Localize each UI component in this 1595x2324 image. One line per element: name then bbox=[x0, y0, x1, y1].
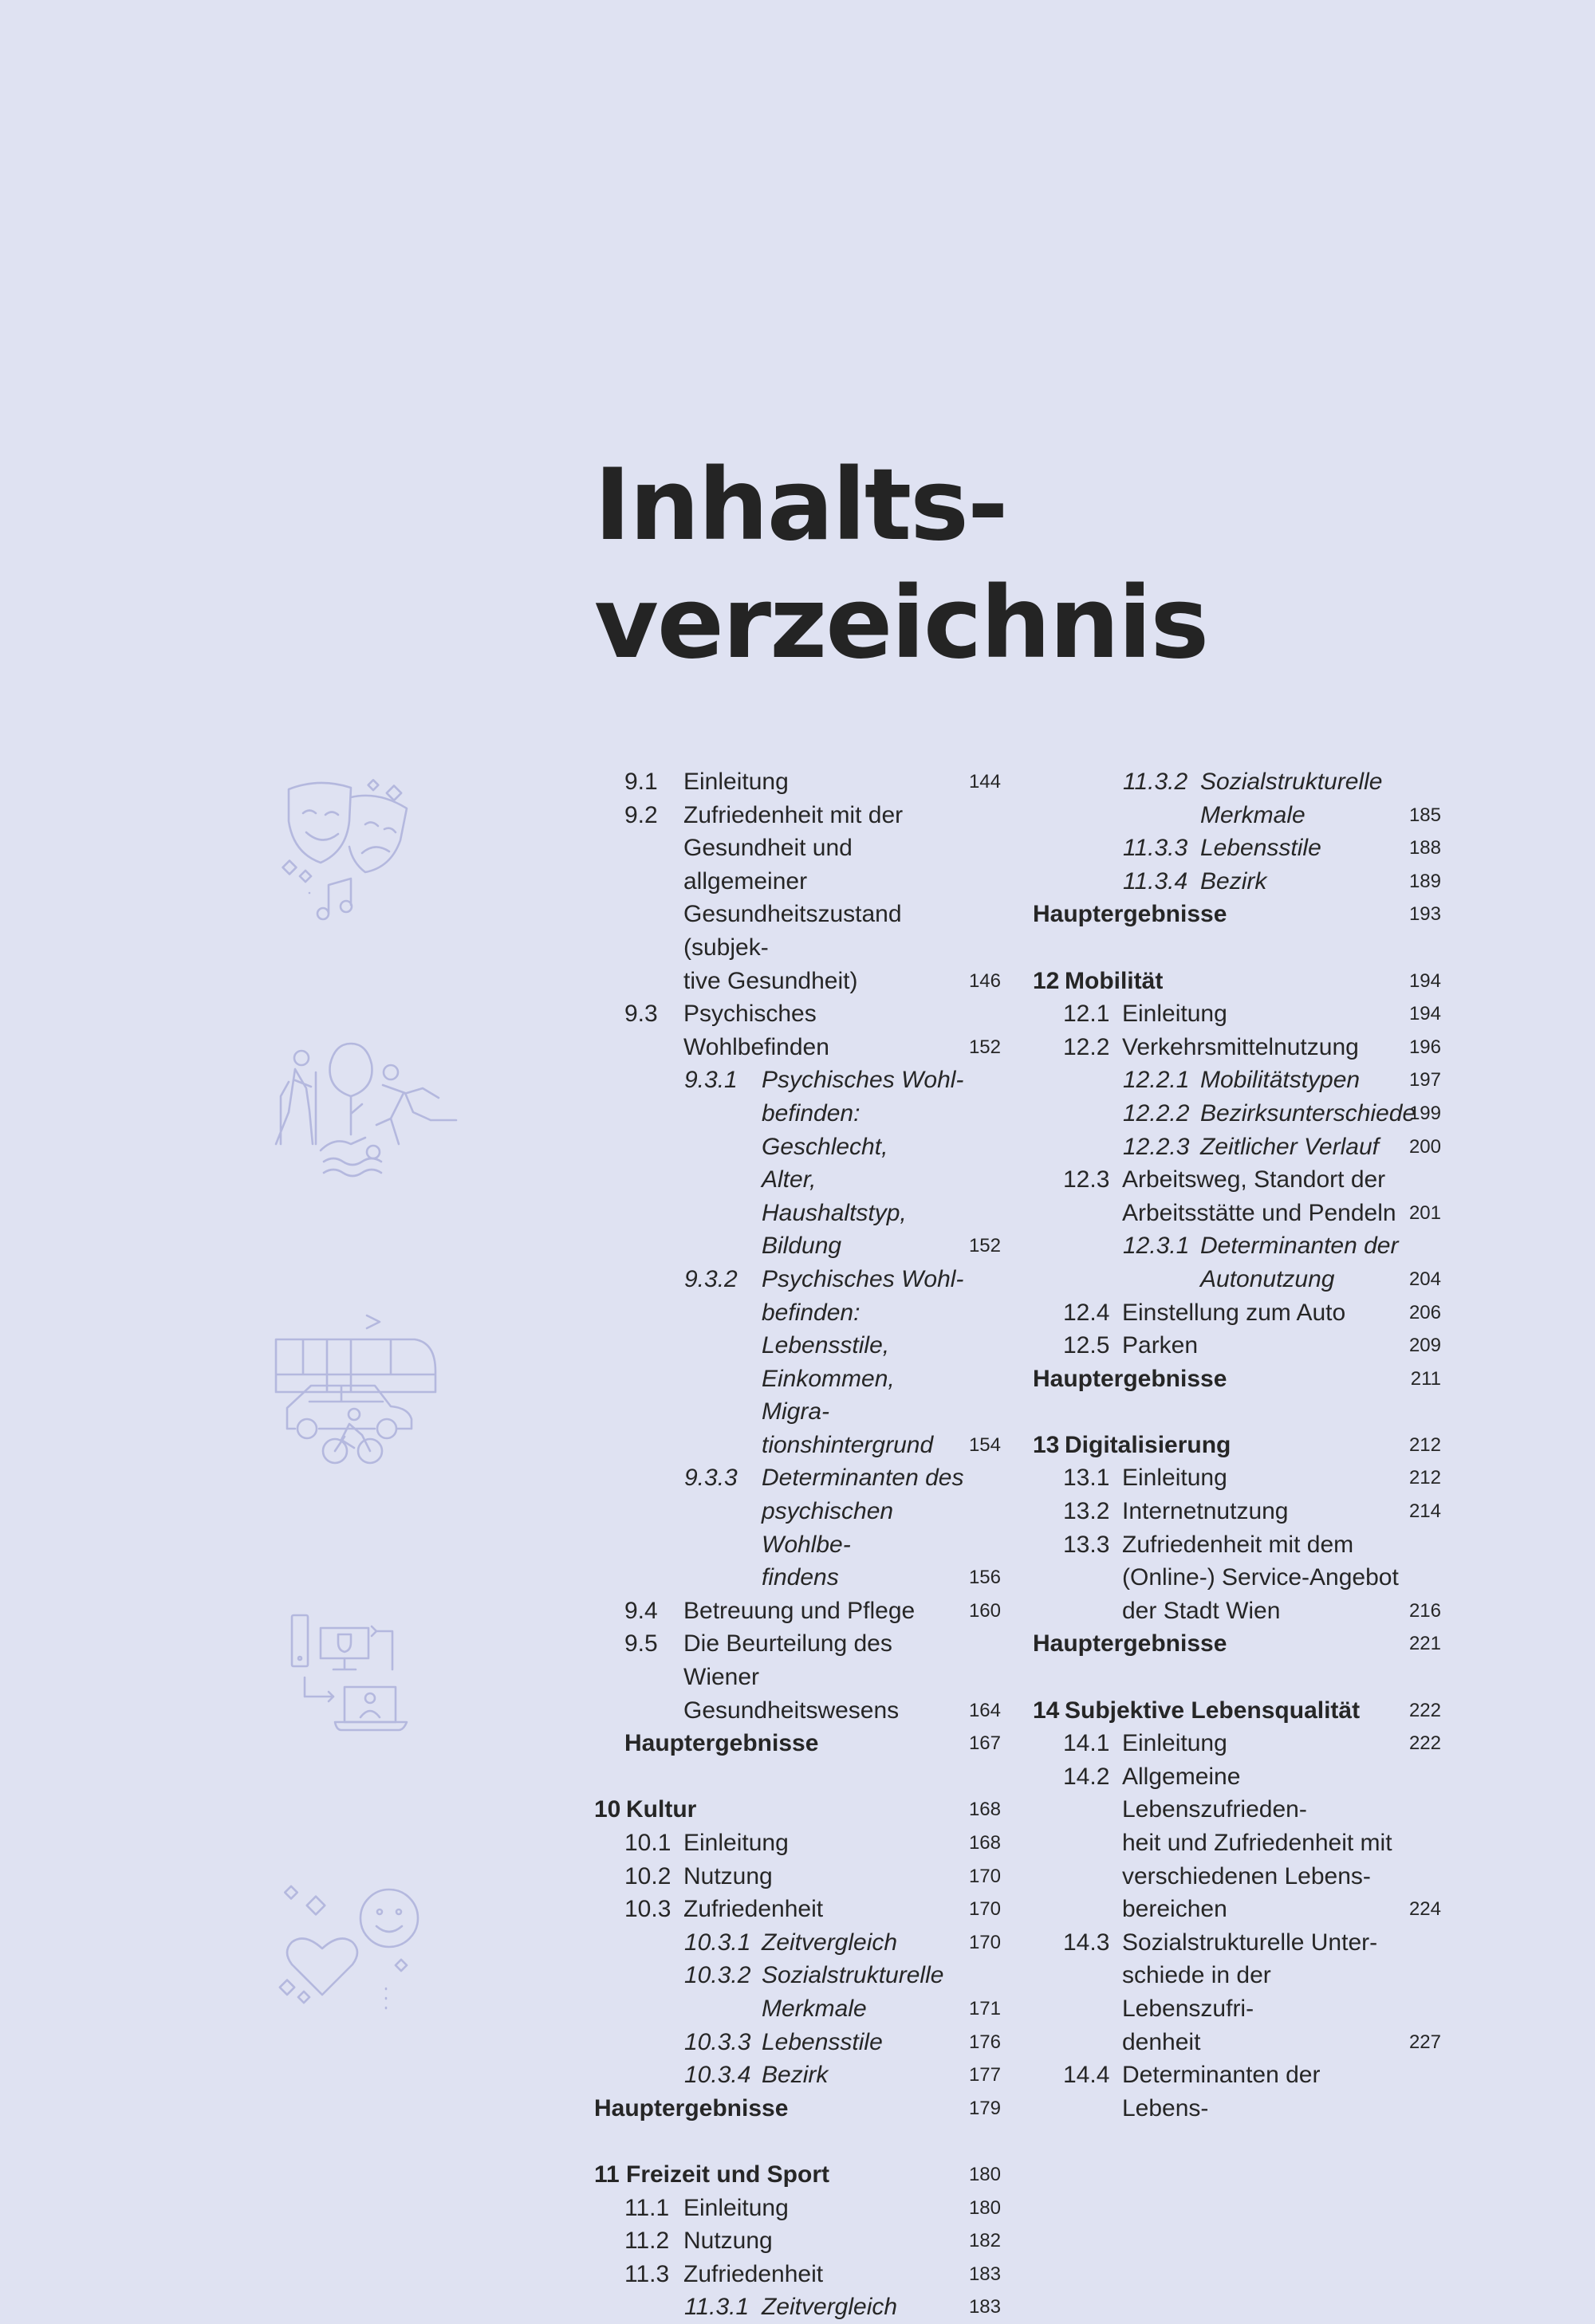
toc-entry-title-line: befinden: Lebensstile, bbox=[762, 1299, 890, 1359]
toc-entry-title-line: der Stadt Wien bbox=[1122, 1597, 1281, 1624]
toc-entry[interactable] bbox=[594, 2192, 1001, 2225]
toc-entry[interactable] bbox=[594, 2291, 1001, 2324]
toc-entry-title-line: Zufriedenheit mit der bbox=[683, 801, 904, 828]
toc-summary[interactable] bbox=[1033, 1627, 1441, 1661]
toc-entry-title-line: Hauptergebnisse bbox=[594, 2094, 789, 2121]
toc-entry-title-line: Mobilität bbox=[1065, 967, 1164, 994]
toc-page-number: 180 bbox=[968, 2163, 1001, 2185]
toc-entry-title bbox=[1033, 1064, 1441, 1097]
toc-page-number: 156 bbox=[968, 1567, 1001, 1589]
toc-page-number: 183 bbox=[968, 2263, 1001, 2285]
toc-page-number: 152 bbox=[968, 1036, 1001, 1058]
toc-entry-title-line: Arbeitsstätte und Pendeln bbox=[1122, 1199, 1396, 1226]
toc-entry[interactable] bbox=[594, 1959, 1001, 2025]
toc-entry[interactable] bbox=[1033, 1031, 1441, 1064]
toc-entry-title-line: Einstellung zum Auto bbox=[1122, 1299, 1346, 1326]
toc-page-number: 177 bbox=[968, 2064, 1001, 2086]
toc-page-number: 168 bbox=[968, 1799, 1001, 1821]
toc-entry-number: 11.3.2 bbox=[1123, 769, 1188, 795]
toc-entry-title-line: Determinanten der bbox=[1200, 1233, 1399, 1260]
toc-entry-title-line: Hauptergebnisse bbox=[1033, 1630, 1227, 1657]
toc-entry[interactable] bbox=[1033, 1760, 1441, 1926]
toc-entry-title bbox=[594, 2092, 1001, 2125]
toc-page-number: 182 bbox=[968, 2230, 1001, 2252]
toc-entry-number: 14.1 bbox=[1063, 1730, 1110, 1757]
toc-entry-title-line: Arbeitsweg, Standort der bbox=[1122, 1166, 1386, 1193]
section-spacer bbox=[594, 1760, 1001, 1794]
toc-entry-title bbox=[594, 1727, 1001, 1760]
leisure-sport-icon bbox=[271, 1040, 463, 1188]
toc-page-number: 170 bbox=[968, 1898, 1001, 1921]
toc-entry-title-line: Autonutzung bbox=[1200, 1265, 1335, 1292]
mobility-icon bbox=[271, 1307, 447, 1471]
toc-column-left bbox=[594, 765, 1001, 2324]
toc-entry-title-line: Subjektive Lebensqualität bbox=[1065, 1697, 1361, 1724]
toc-entry-number: 12.2.1 bbox=[1123, 1067, 1190, 1094]
toc-chapter[interactable] bbox=[1033, 965, 1441, 998]
toc-entry-title-line: Einleitung bbox=[683, 1830, 789, 1856]
toc-entry-title-line: Freizeit und Sport bbox=[626, 2161, 829, 2188]
toc-entry[interactable] bbox=[594, 2258, 1001, 2291]
section-spacer bbox=[1033, 1661, 1441, 1694]
toc-entry-number: 11.2 bbox=[624, 2228, 670, 2255]
toc-entry-title-line: Nutzung bbox=[683, 1862, 773, 1889]
toc-entry-number: 10.3 bbox=[624, 1896, 671, 1923]
toc-entry-title-line: psychischen Wohlbe- bbox=[762, 1498, 894, 1558]
toc-entry-number: 12 bbox=[1033, 967, 1060, 994]
toc-entry[interactable] bbox=[594, 1926, 1001, 1960]
toc-entry-title-line: Sozialstrukturelle Unter- bbox=[1122, 1929, 1378, 1956]
toc-entry[interactable] bbox=[1033, 765, 1441, 832]
toc-summary[interactable] bbox=[1033, 898, 1441, 931]
toc-entry[interactable] bbox=[594, 765, 1001, 799]
toc-page-number: 222 bbox=[1408, 1732, 1441, 1755]
toc-entry-title-line: bereichen bbox=[1122, 1896, 1227, 1923]
toc-entry-title bbox=[1033, 1131, 1441, 1164]
toc-entry-title-line: Gesundheit und allgemeiner bbox=[683, 835, 853, 895]
toc-summary[interactable] bbox=[1033, 1363, 1441, 1396]
toc-page-number: 170 bbox=[968, 1931, 1001, 1953]
toc-entry[interactable] bbox=[1033, 997, 1441, 1031]
toc-entry-number: 14.3 bbox=[1063, 1929, 1110, 1956]
toc-entry-title-line: Bezirksunterschiede bbox=[1200, 1099, 1416, 1127]
toc-entry-number: 12.4 bbox=[1063, 1299, 1110, 1326]
toc-page-number: 197 bbox=[1408, 1069, 1441, 1091]
toc-entry-title bbox=[594, 2059, 1001, 2092]
toc-entry-number: 10.2 bbox=[624, 1862, 671, 1889]
toc-entry-title-line: Gesundheitszustand (subjek- bbox=[683, 901, 902, 961]
toc-entry-title-line: schiede in der Lebenszufri- bbox=[1122, 1962, 1271, 2022]
toc-page-number: 196 bbox=[1408, 1036, 1441, 1058]
toc-entry-title-line: denheit bbox=[1122, 2028, 1201, 2055]
toc-entry-title bbox=[594, 1926, 1001, 1960]
toc-entry-title-line: Bezirk bbox=[1200, 867, 1267, 895]
toc-entry-number: 12.3 bbox=[1063, 1166, 1110, 1193]
toc-entry-title-line: Zeitvergleich bbox=[762, 2294, 898, 2321]
toc-entry-title-line: Merkmale bbox=[762, 1995, 867, 2022]
toc-entry-title-line: Betreuung und Pflege bbox=[683, 1597, 916, 1624]
toc-page-number: 212 bbox=[1408, 1433, 1441, 1456]
toc-entry-number: 12.2 bbox=[1063, 1033, 1110, 1060]
toc-entry-number: 13 bbox=[1033, 1431, 1060, 1458]
toc-entry-title-line: Einleitung bbox=[683, 2194, 789, 2221]
toc-page-number: 212 bbox=[1408, 1467, 1441, 1489]
toc-page-number: 185 bbox=[1408, 804, 1441, 826]
toc-entry-number: 11.1 bbox=[624, 2194, 670, 2221]
toc-entry[interactable] bbox=[1033, 1064, 1441, 1097]
toc-entry[interactable] bbox=[594, 1064, 1001, 1263]
section-spacer bbox=[594, 2125, 1001, 2158]
toc-entry-title bbox=[1033, 1627, 1441, 1661]
toc-page-number: 211 bbox=[1410, 1367, 1441, 1390]
toc-entry-number: 10.3.1 bbox=[684, 1929, 751, 1956]
toc-entry-number: 12.2.3 bbox=[1123, 1133, 1190, 1160]
toc-entry-title bbox=[594, 2026, 1001, 2059]
toc-page-number: 170 bbox=[968, 1865, 1001, 1887]
toc-entry-number: 9.3.3 bbox=[684, 1465, 738, 1492]
toc-entry-number: 14 bbox=[1033, 1697, 1060, 1724]
toc-entry-title bbox=[594, 2158, 1001, 2192]
toc-entry-title-line: tive Gesundheit) bbox=[683, 967, 858, 994]
toc-entry-number: 11 bbox=[594, 2161, 620, 2188]
toc-entry-title bbox=[1033, 865, 1441, 899]
toc-entry-title-line: Bezirk bbox=[762, 2062, 829, 2089]
toc-chapter[interactable] bbox=[594, 2158, 1001, 2192]
toc-entry[interactable] bbox=[594, 799, 1001, 998]
toc-entry-title-line: Die Beurteilung des Wiener bbox=[683, 1630, 892, 1691]
toc-entry-title bbox=[1033, 1429, 1441, 1462]
toc-entry[interactable] bbox=[594, 2026, 1001, 2059]
toc-entry-title-line: Lebensstile bbox=[762, 2028, 883, 2055]
toc-page-number: 168 bbox=[968, 1832, 1001, 1854]
toc-entry-title-line: Determinanten der Lebens- bbox=[1122, 2062, 1321, 2121]
toc-page-number: 214 bbox=[1408, 1500, 1441, 1523]
toc-entry[interactable] bbox=[594, 997, 1001, 1064]
toc-entry-number: 9.3.1 bbox=[684, 1067, 738, 1094]
toc-entry-number: 10.3.2 bbox=[684, 1962, 751, 1989]
toc-entry[interactable] bbox=[1033, 865, 1441, 899]
toc-entry-title-line: Sozialstrukturelle bbox=[762, 1962, 944, 1989]
toc-entry[interactable] bbox=[594, 1461, 1001, 1594]
toc-entry-number: 9.4 bbox=[624, 1597, 658, 1624]
toc-entry-number: 12.3.1 bbox=[1123, 1233, 1190, 1260]
toc-entry[interactable] bbox=[1033, 1528, 1441, 1628]
toc-entry[interactable] bbox=[594, 1263, 1001, 1462]
toc-entry-title bbox=[1033, 832, 1441, 865]
toc-summary[interactable] bbox=[594, 2092, 1001, 2125]
toc-entry-title-line: Parken bbox=[1122, 1332, 1199, 1359]
toc-entry-number: 9.1 bbox=[624, 769, 658, 795]
toc-entry-title-line: Nutzung bbox=[683, 2228, 773, 2255]
toc-entry-title-line: Einkommen, Migra- bbox=[762, 1365, 895, 1425]
toc-entry-title bbox=[594, 2291, 1001, 2324]
toc-entry-title bbox=[594, 1263, 1001, 1462]
toc-entry[interactable] bbox=[1033, 2059, 1441, 2125]
title-line-1: Inhalts- bbox=[594, 448, 1007, 563]
toc-entry-number: 12.1 bbox=[1063, 1001, 1110, 1028]
toc-entry[interactable] bbox=[1033, 1097, 1441, 1131]
toc-page-number: 144 bbox=[968, 771, 1001, 792]
toc-entry-number: 13.2 bbox=[1063, 1498, 1110, 1525]
toc-entry[interactable] bbox=[594, 2224, 1001, 2258]
toc-entry-number: 10.1 bbox=[624, 1830, 671, 1856]
toc-page-number: 167 bbox=[968, 1732, 1001, 1755]
toc-entry-number: 10.3.4 bbox=[684, 2062, 751, 2089]
toc-entry-title-line: Allgemeine Lebenszufrieden- bbox=[1122, 1763, 1307, 1823]
toc-page-number: 193 bbox=[1408, 903, 1441, 926]
page-title bbox=[594, 446, 1207, 682]
toc-page-number: 194 bbox=[1408, 1003, 1441, 1025]
toc-entry-number: 9.5 bbox=[624, 1630, 658, 1657]
toc-entry-title-line: Bildung bbox=[762, 1233, 842, 1260]
toc-entry-title-line: Hauptergebnisse bbox=[1033, 901, 1227, 928]
toc-page-number: 160 bbox=[968, 1599, 1001, 1622]
toc-chapter[interactable] bbox=[1033, 1694, 1441, 1728]
toc-entry-title-line: Einleitung bbox=[1122, 1730, 1227, 1757]
toc-page-number: 189 bbox=[1408, 870, 1441, 892]
toc-page-number: 171 bbox=[968, 1997, 1001, 2019]
theater-masks-icon bbox=[279, 773, 423, 929]
toc-entry-title-line: Mobilitätstypen bbox=[1200, 1067, 1361, 1094]
toc-entry[interactable] bbox=[1033, 1131, 1441, 1164]
toc-entry[interactable] bbox=[1033, 1727, 1441, 1760]
toc-page-number: 204 bbox=[1408, 1268, 1441, 1290]
toc-page-number: 224 bbox=[1408, 1898, 1441, 1921]
toc-entry-number: 11.3 bbox=[624, 2260, 670, 2287]
toc-chapter[interactable] bbox=[1033, 1429, 1441, 1462]
toc-summary[interactable] bbox=[594, 1727, 1001, 1760]
toc-entry-title-line: Psychisches Wohlbefinden bbox=[683, 1001, 829, 1060]
toc-entry-number: 13.3 bbox=[1063, 1531, 1110, 1558]
toc-page-number: 179 bbox=[968, 2097, 1001, 2119]
toc-page-number: 206 bbox=[1408, 1301, 1441, 1323]
toc-entry-title-line: Einleitung bbox=[1122, 1001, 1227, 1028]
section-spacer bbox=[1033, 1395, 1441, 1429]
toc-page-number: 180 bbox=[968, 2196, 1001, 2219]
digital-service-icon bbox=[287, 1610, 423, 1750]
toc-entry-title bbox=[1033, 1694, 1441, 1728]
toc-page-number: 199 bbox=[1408, 1102, 1441, 1124]
toc-entry-title bbox=[594, 1959, 1001, 2025]
toc-entry[interactable] bbox=[594, 1860, 1001, 1893]
toc-entry-number: 9.2 bbox=[624, 801, 658, 828]
toc-entry-title-line: tionshintergrund bbox=[762, 1431, 934, 1458]
toc-entry[interactable] bbox=[594, 1595, 1001, 1628]
toc-entry-title bbox=[1033, 1097, 1441, 1131]
toc-page-number: 201 bbox=[1408, 1201, 1441, 1224]
toc-page-number: 216 bbox=[1408, 1599, 1441, 1622]
toc-entry-title bbox=[1033, 765, 1441, 832]
toc-entry-title-line: Alter, Haushaltstyp, bbox=[762, 1166, 907, 1226]
toc-entry-title-line: Zeitlicher Verlauf bbox=[1200, 1133, 1379, 1160]
toc-entry-number: 10 bbox=[594, 1796, 621, 1823]
toc-entry-title bbox=[1033, 1363, 1441, 1396]
toc-entry-title-line: Einleitung bbox=[683, 769, 789, 795]
toc-entry-number: 12.2.2 bbox=[1123, 1099, 1190, 1127]
toc-entry-number: 11.3.4 bbox=[1123, 867, 1188, 895]
toc-entry-title-line: Digitalisierung bbox=[1065, 1431, 1231, 1458]
section-spacer bbox=[1033, 931, 1441, 965]
toc-entry[interactable] bbox=[594, 1827, 1001, 1860]
toc-entry[interactable] bbox=[1033, 832, 1441, 865]
toc-page-number: 154 bbox=[968, 1433, 1001, 1456]
toc-entry-title bbox=[1033, 898, 1441, 931]
toc-page-number: 209 bbox=[1408, 1335, 1441, 1357]
toc-entry-title-line: Verkehrsmittelnutzung bbox=[1122, 1033, 1359, 1060]
toc-entry-title-line: Gesundheitswesens bbox=[683, 1697, 900, 1724]
toc-page-number: 176 bbox=[968, 2031, 1001, 2053]
toc-entry-number: 14.2 bbox=[1063, 1763, 1110, 1790]
toc-entry-title-line: (Online-) Service-Angebot bbox=[1122, 1564, 1399, 1591]
toc-entry-title-line: Psychisches Wohl- bbox=[762, 1265, 964, 1292]
toc-page-number: 194 bbox=[1408, 969, 1441, 992]
toc-entry-title-line: Einleitung bbox=[1122, 1465, 1227, 1492]
toc-entry[interactable] bbox=[1033, 1229, 1441, 1296]
toc-entry-number: 11.3.3 bbox=[1123, 835, 1188, 862]
toc-entry[interactable] bbox=[594, 2059, 1001, 2092]
toc-page-number: 227 bbox=[1408, 2031, 1441, 2053]
toc-entry-number: 12.5 bbox=[1063, 1332, 1110, 1359]
happiness-icon bbox=[279, 1882, 431, 2021]
toc-entry-title-line: Zufriedenheit mit dem bbox=[1122, 1531, 1354, 1558]
toc-entry-title-line: befinden: Geschlecht, bbox=[762, 1099, 888, 1160]
toc-entry-title bbox=[1033, 1229, 1441, 1296]
toc-entry[interactable] bbox=[594, 1893, 1001, 1926]
toc-entry-title-line: Psychisches Wohl- bbox=[762, 1067, 964, 1094]
toc-page-number: 200 bbox=[1408, 1135, 1441, 1158]
toc-entry-number: 14.4 bbox=[1063, 2062, 1110, 2089]
toc-page-number: 152 bbox=[968, 1235, 1001, 1257]
toc-entry[interactable] bbox=[1033, 1461, 1441, 1495]
toc-entry-title-line: Lebensstile bbox=[1200, 835, 1321, 862]
toc-entry[interactable] bbox=[1033, 1296, 1441, 1330]
toc-entry-title-line: Kultur bbox=[626, 1796, 697, 1823]
toc-entry[interactable] bbox=[1033, 1329, 1441, 1363]
toc-page-number: 183 bbox=[968, 2296, 1001, 2318]
toc-entry-number: 13.1 bbox=[1063, 1465, 1110, 1492]
toc-entry-title-line: Zufriedenheit bbox=[683, 2260, 824, 2287]
title-line-2: verzeichnis bbox=[594, 566, 1208, 681]
toc-entry[interactable] bbox=[594, 1627, 1001, 1727]
toc-entry-title-line: Determinanten des bbox=[762, 1465, 964, 1492]
toc-entry-title-line: findens bbox=[762, 1564, 839, 1591]
toc-entry-title-line: heit und Zufriedenheit mit bbox=[1122, 1830, 1392, 1856]
toc-entry-title-line: Sozialstrukturelle bbox=[1200, 769, 1383, 795]
toc-entry-number: 9.3 bbox=[624, 1001, 658, 1028]
toc-entry-title-line: Zeitvergleich bbox=[762, 1929, 898, 1956]
toc-page-number: 221 bbox=[1408, 1633, 1441, 1655]
toc-entry-title-line: Zufriedenheit bbox=[683, 1896, 824, 1923]
toc-chapter[interactable] bbox=[594, 1793, 1001, 1827]
toc-column-right bbox=[1033, 765, 1441, 2125]
toc-entry[interactable] bbox=[1033, 1495, 1441, 1528]
toc-entry-title-line: Hauptergebnisse bbox=[1033, 1365, 1227, 1392]
toc-entry-title-line: Internetnutzung bbox=[1122, 1498, 1289, 1525]
toc-page-number: 146 bbox=[968, 969, 1001, 992]
toc-page-number: 222 bbox=[1408, 1699, 1441, 1721]
toc-entry-number: 10.3.3 bbox=[684, 2028, 751, 2055]
toc-entry-title-line: verschiedenen Lebens- bbox=[1122, 1862, 1371, 1889]
toc-entry-title-line: Hauptergebnisse bbox=[624, 1730, 819, 1757]
toc-entry[interactable] bbox=[1033, 1926, 1441, 2059]
toc-entry-title bbox=[594, 1793, 1001, 1827]
toc-entry-title-line: Merkmale bbox=[1200, 801, 1306, 828]
toc-entry[interactable] bbox=[1033, 1163, 1441, 1229]
toc-page-number: 188 bbox=[1408, 837, 1441, 859]
toc-entry-title bbox=[594, 1064, 1001, 1263]
toc-entry-title bbox=[594, 1461, 1001, 1594]
toc-entry-number: 11.3.1 bbox=[684, 2294, 750, 2321]
toc-entry-title bbox=[1033, 965, 1441, 998]
toc-entry-number: 9.3.2 bbox=[684, 1265, 738, 1292]
toc-page-number: 164 bbox=[968, 1699, 1001, 1721]
